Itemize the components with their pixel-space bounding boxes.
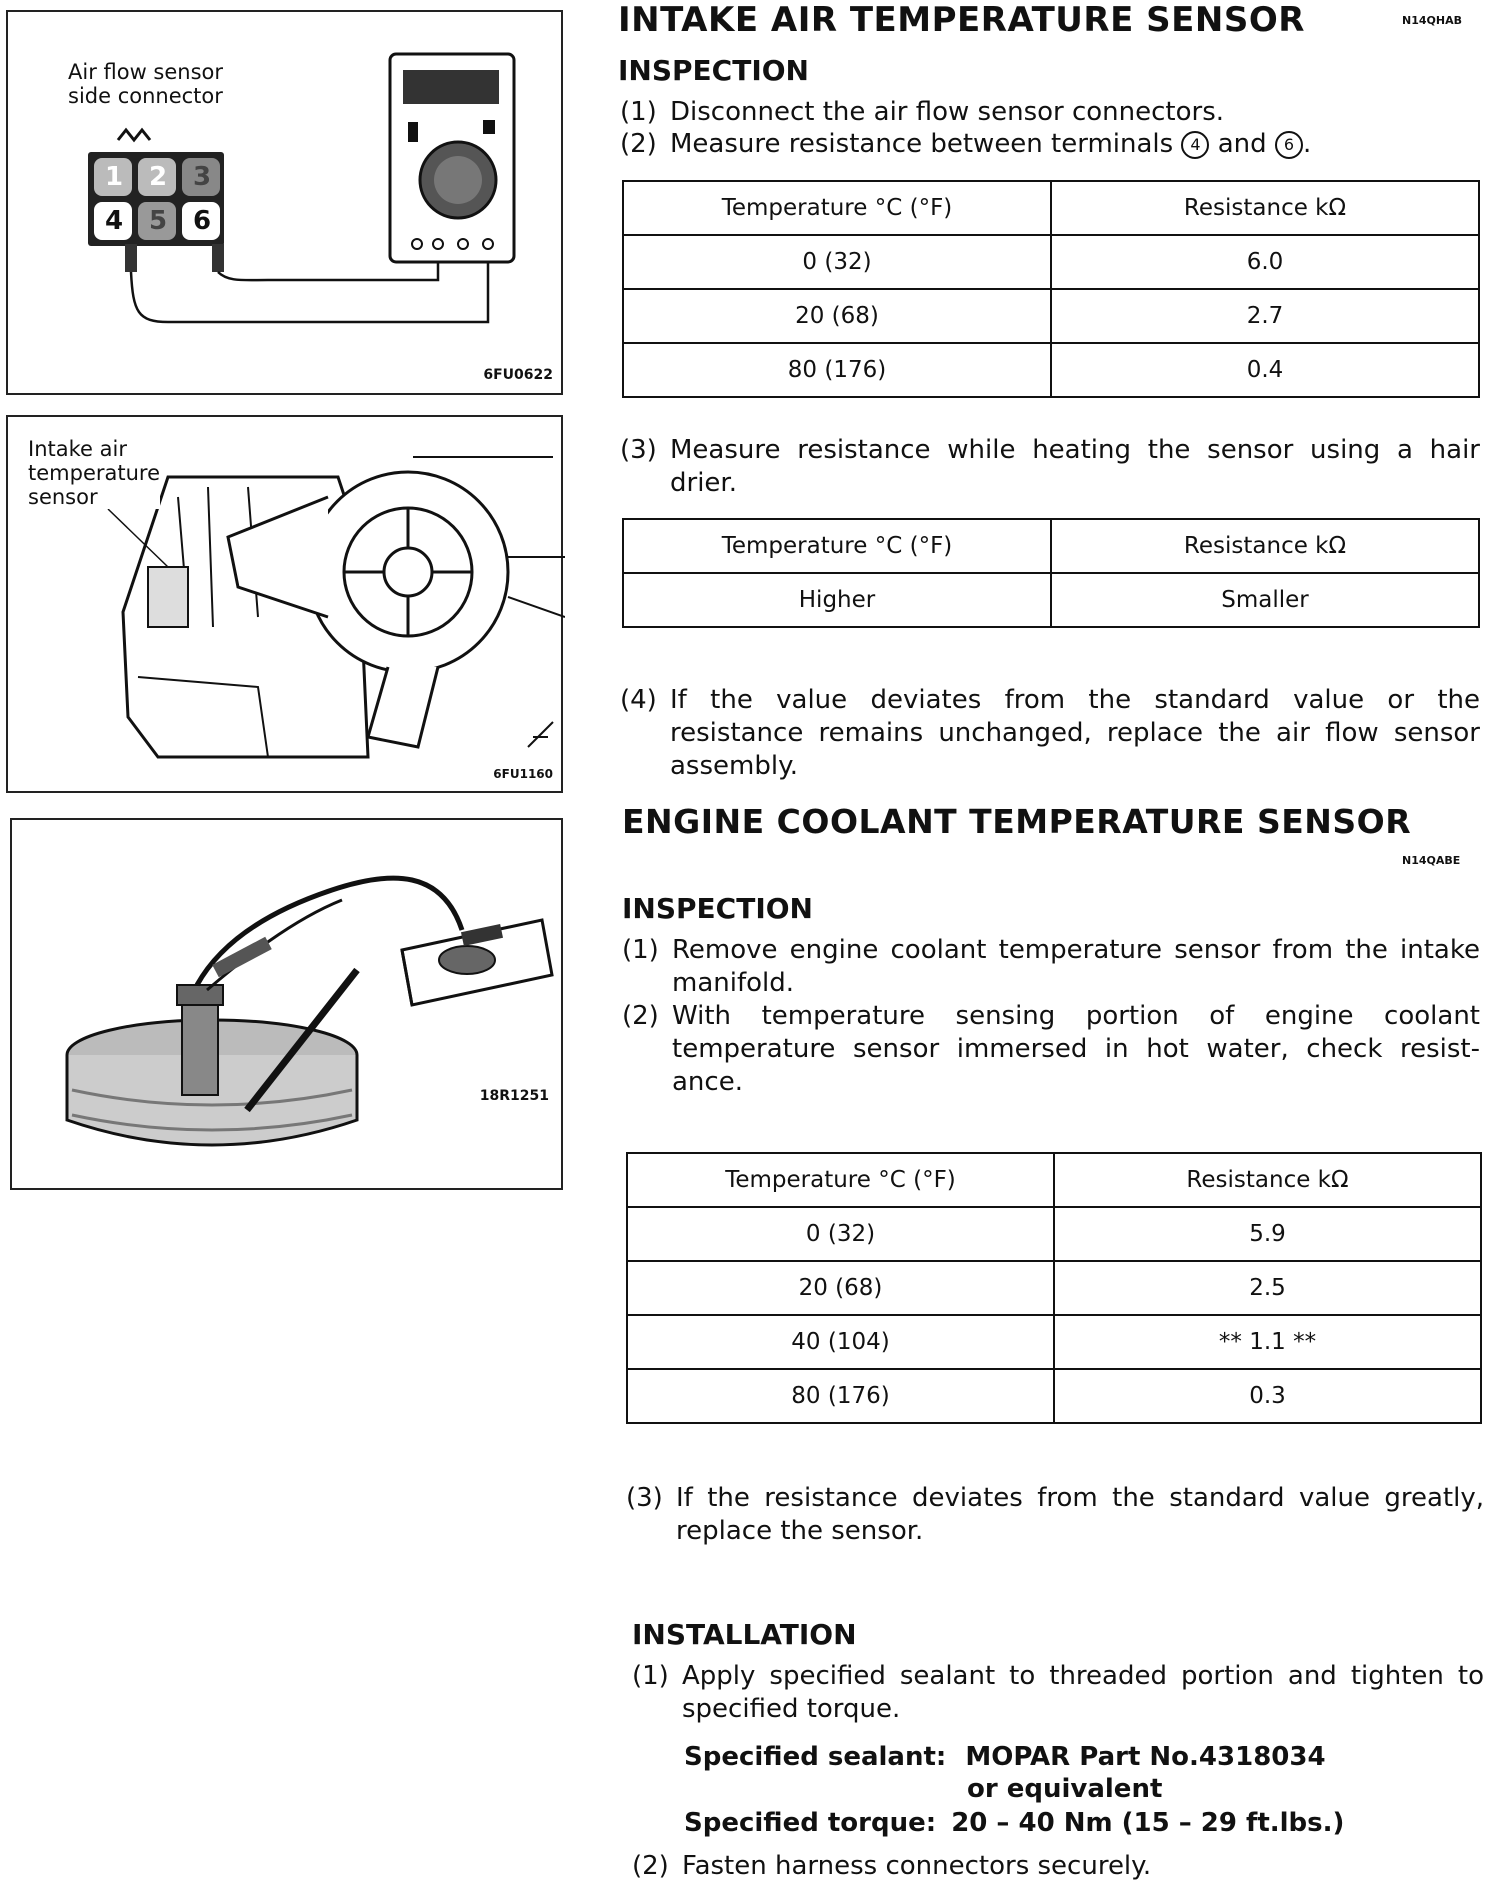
table-cell: 0.4: [1051, 343, 1479, 397]
hot-water-diagram: [12, 820, 565, 1192]
section-code: N14QHAB: [1402, 14, 1462, 27]
step-text: Measure resistance while heating the sensor using a hair drier.: [670, 435, 1480, 498]
step: [622, 1000, 1480, 1099]
subheading: INSPECTION: [618, 54, 809, 87]
step-number: (2): [622, 1001, 659, 1031]
spec-value: 20 – 40 Nm (15 – 29 ft.lbs.): [951, 1808, 1345, 1838]
table-row: [623, 343, 1479, 397]
figure-hair-drier: [6, 415, 563, 793]
terminal-4: 4: [1181, 131, 1209, 159]
step-number: (3): [620, 435, 657, 465]
step-number: (1): [622, 935, 659, 965]
table-cell: 20 (68): [627, 1261, 1054, 1315]
subheading: INSPECTION: [622, 892, 813, 925]
resistance-table-2: [622, 518, 1480, 628]
table-cell: 80 (176): [623, 343, 1051, 397]
figure-label: [28, 437, 160, 509]
step-text: If the resistance deviates from the standard value greatly, replace the sensor.: [676, 1483, 1484, 1546]
table-row: [623, 235, 1479, 289]
step-text: Disconnect the air flow sensor connectors.: [670, 97, 1225, 127]
figure-code: 18R1251: [479, 1088, 549, 1104]
step-number: (2): [620, 129, 657, 159]
step-text: Fasten harness connectors securely.: [682, 1851, 1152, 1881]
step: [620, 684, 1480, 783]
step: [622, 934, 1480, 1000]
sealant-spec-alt: or equivalent: [967, 1774, 1163, 1804]
table-cell: ** 1.1 **: [1054, 1315, 1481, 1369]
table-header: Temperature °C (°F): [623, 519, 1051, 573]
step-text-part: .: [1302, 129, 1312, 159]
spec-value: MOPAR Part No.4318034: [965, 1742, 1326, 1772]
table-row: [627, 1261, 1481, 1315]
step-text: If the value deviates from the standard value or the resistance remains unchanged, replace the air flow sensor assembly.: [670, 685, 1480, 781]
multimeter-diagram: [8, 12, 565, 397]
pin-label: 1: [105, 162, 124, 192]
step-number: (2): [632, 1851, 669, 1881]
figure-hot-water-test: [10, 818, 563, 1190]
section-code: N14QABE: [1402, 854, 1461, 867]
step-text: With temperature sensing portion of engine coolant temperature sensor immersed in hot water, check resist-ance.: [672, 1001, 1480, 1097]
step-number: (4): [620, 685, 657, 715]
table-cell: 2.5: [1054, 1261, 1481, 1315]
table-header: Resistance kΩ: [1051, 181, 1479, 235]
label-line: sensor: [28, 485, 98, 509]
label-line: Air flow sensor: [68, 60, 224, 84]
pin-label: 5: [149, 206, 168, 236]
step-text: [670, 128, 1480, 161]
pin-label: 4: [105, 206, 124, 236]
table-cell: 0 (32): [627, 1207, 1054, 1261]
table-row: [627, 1369, 1481, 1423]
table-cell: 0.3: [1054, 1369, 1481, 1423]
terminal-6: 6: [1275, 131, 1303, 159]
table-header-row: [627, 1153, 1481, 1207]
step-number: (3): [626, 1483, 663, 1513]
step: [626, 1482, 1484, 1548]
step-number: (1): [620, 97, 657, 127]
step-number: (1): [632, 1661, 669, 1691]
resistance-table-1: [622, 180, 1480, 398]
step-text: Apply specified sealant to threaded portion and tighten to specified torque.: [682, 1661, 1484, 1724]
table-header: Resistance kΩ: [1051, 519, 1479, 573]
step-text-part: and: [1217, 129, 1267, 159]
subheading: INSTALLATION: [632, 1618, 857, 1651]
spec-label: Specified torque:: [684, 1808, 937, 1838]
pin-label: 2: [149, 162, 168, 192]
step-text-part: Measure resistance between terminals: [670, 129, 1174, 159]
step: [620, 128, 1480, 161]
section-title: ENGINE COOLANT TEMPERATURE SENSOR: [622, 802, 1412, 841]
step-text: Remove engine coolant temperature sensor from the intake manifold.: [672, 935, 1480, 998]
table-cell: 0 (32): [623, 235, 1051, 289]
table-header: Temperature °C (°F): [623, 181, 1051, 235]
table-cell: 80 (176): [627, 1369, 1054, 1423]
table-row: [627, 1207, 1481, 1261]
step: [620, 96, 1480, 129]
step: [632, 1660, 1484, 1726]
pin-label: 6: [193, 206, 212, 236]
pin-label: 3: [193, 162, 212, 192]
section-title: INTAKE AIR TEMPERATURE SENSOR: [618, 0, 1305, 40]
figure-code: 6FU1160: [493, 767, 553, 781]
label-line: Intake air: [28, 437, 127, 461]
table-cell: 20 (68): [623, 289, 1051, 343]
label-line: side connector: [68, 84, 223, 108]
figure-code: 6FU0622: [483, 367, 553, 383]
label-line: temperature: [28, 461, 160, 485]
table-cell: 2.7: [1051, 289, 1479, 343]
resistance-table-3: [626, 1152, 1482, 1424]
table-cell: Higher: [623, 573, 1051, 627]
table-header: Temperature °C (°F): [627, 1153, 1054, 1207]
step: [632, 1850, 1484, 1883]
table-header: Resistance kΩ: [1054, 1153, 1481, 1207]
table-row: [623, 289, 1479, 343]
table-cell: 40 (104): [627, 1315, 1054, 1369]
figure-multimeter-connector: [6, 10, 563, 395]
torque-spec: [684, 1806, 1344, 1840]
step: [620, 434, 1480, 500]
spec-label: Specified sealant:: [684, 1742, 947, 1772]
table-row: [623, 573, 1479, 627]
table-row: [627, 1315, 1481, 1369]
sealant-spec: [684, 1740, 1326, 1774]
table-cell: Smaller: [1051, 573, 1479, 627]
table-cell: 6.0: [1051, 235, 1479, 289]
table-header-row: [623, 519, 1479, 573]
table-header-row: [623, 181, 1479, 235]
table-cell: 5.9: [1054, 1207, 1481, 1261]
